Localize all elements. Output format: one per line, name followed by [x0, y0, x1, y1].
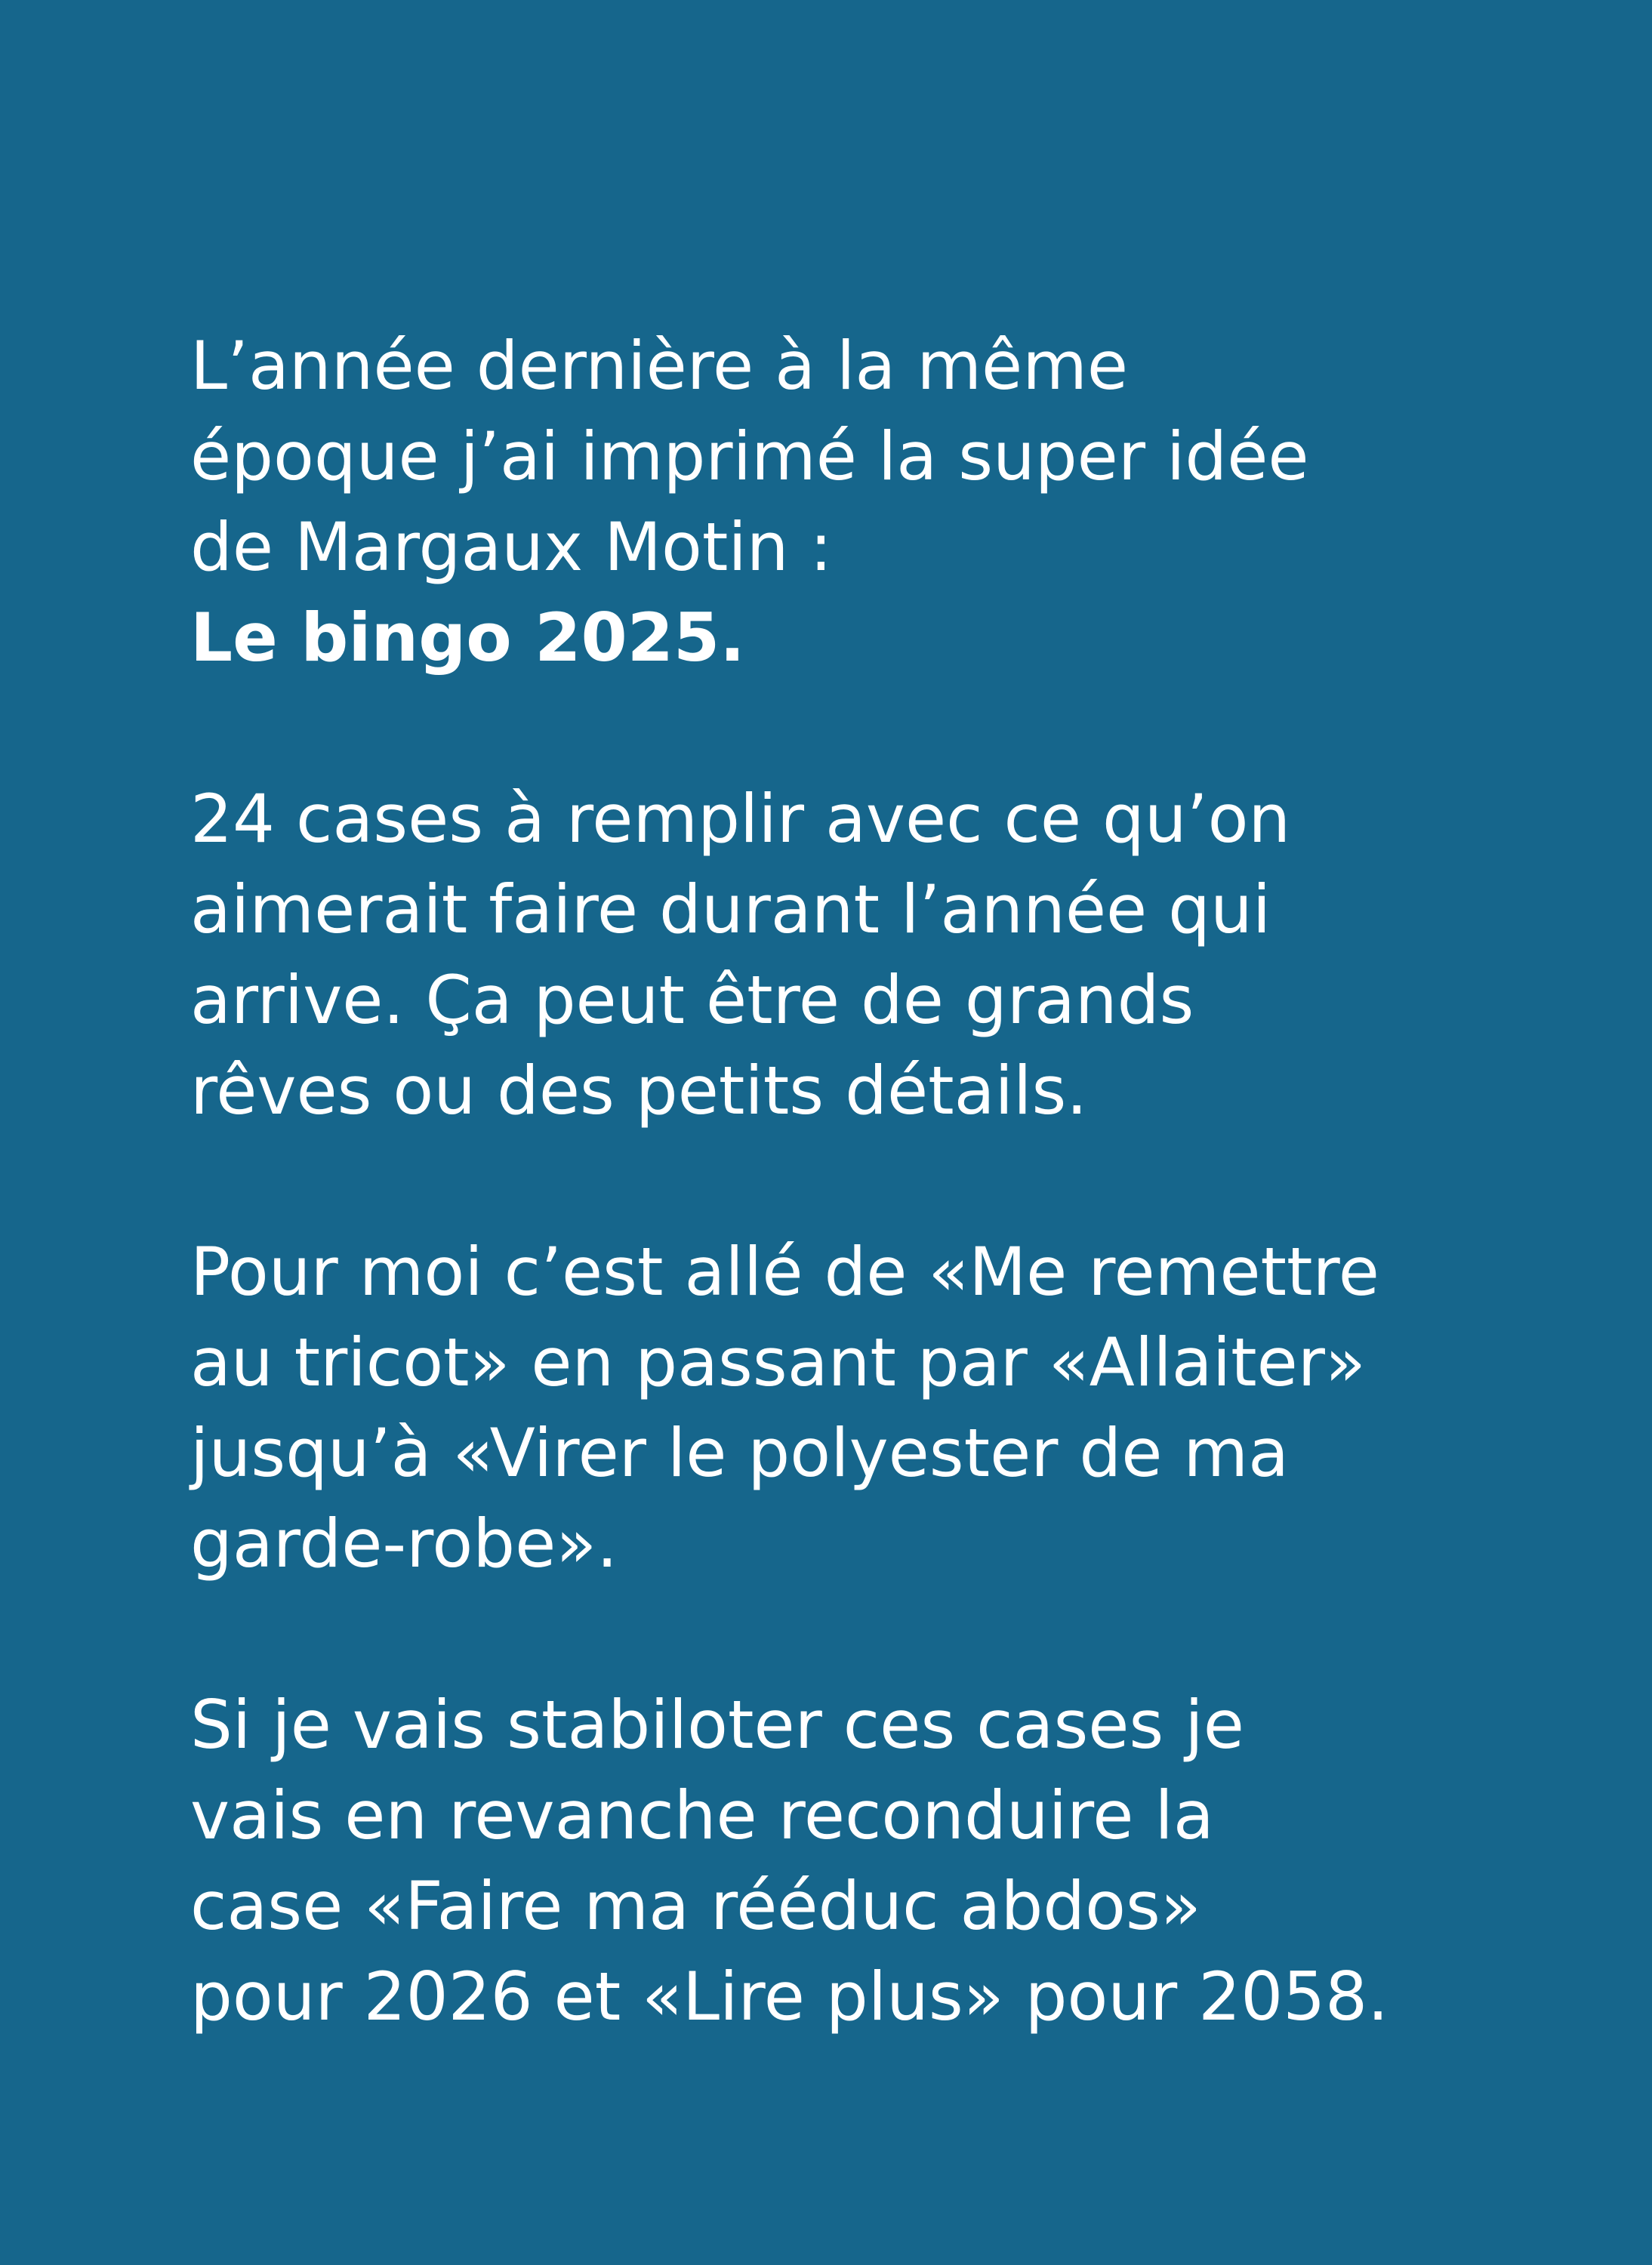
- text-line: L’année dernière à la même: [190, 327, 1129, 405]
- text-line: rêves ou des petits détails.: [190, 1052, 1088, 1129]
- paragraph-conclusion: [190, 1680, 1610, 2042]
- text-line: aimerait faire durant l’année qui: [190, 871, 1271, 948]
- text-line: case «Faire ma rééduc abdos»: [190, 1867, 1201, 1945]
- text-line: époque j’ai imprimé la super idée: [190, 418, 1309, 495]
- text-line: jusqu’à «Virer le polyester de ma: [190, 1414, 1290, 1492]
- text-line: pour 2026 et «Lire plus» pour 2058.: [190, 1958, 1389, 2035]
- text-block: [190, 321, 1610, 2133]
- text-line: Pour moi c’est allé de «Me remettre: [190, 1233, 1379, 1311]
- paragraph-cases: [190, 774, 1610, 1136]
- text-line: garde-robe».: [190, 1505, 618, 1582]
- text-line: 24 cases à remplir avec ce qu’on: [190, 780, 1291, 858]
- paragraph-examples: [190, 1227, 1610, 1589]
- text-line: au tricot» en passant par «Allaiter»: [190, 1324, 1366, 1401]
- text-line: vais en revanche reconduire la: [190, 1777, 1214, 1854]
- paragraph-intro: [190, 321, 1610, 683]
- text-line: arrive. Ça peut être de grands: [190, 961, 1194, 1039]
- text-line: Si je vais stabiloter ces cases je: [190, 1686, 1244, 1764]
- bingo-title: Le bingo 2025.: [190, 599, 745, 676]
- text-line: de Margaux Motin :: [190, 508, 833, 586]
